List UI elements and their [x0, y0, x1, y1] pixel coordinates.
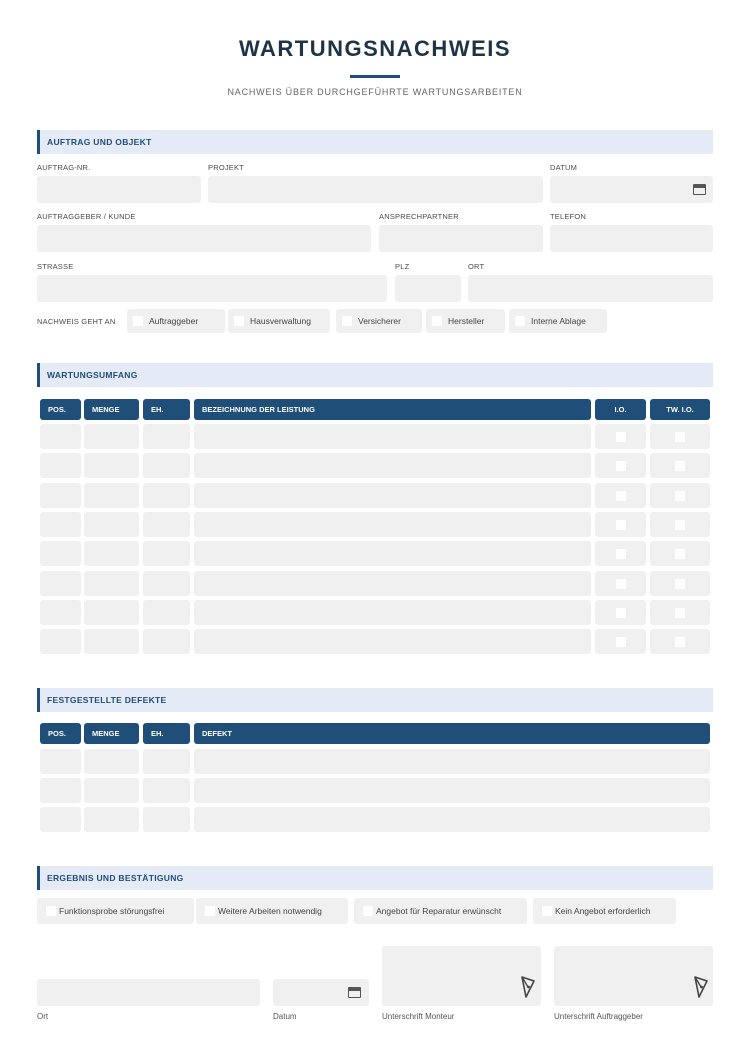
defekte-cell[interactable] — [143, 749, 190, 774]
umfang-col-twio: TW. I.O. — [650, 399, 710, 420]
datum-label: DATUM — [550, 163, 578, 172]
section-ergebnis-title: ERGEBNIS UND BESTÄTIGUNG — [47, 873, 184, 883]
ergebnis-weitere-arbeiten-option[interactable] — [196, 898, 348, 924]
defekte-cell[interactable] — [194, 778, 710, 803]
ergebnis-checkbox[interactable] — [46, 906, 56, 916]
recipient-option-label: Versicherer — [358, 316, 401, 326]
ergebnis-ort-field[interactable] — [37, 979, 260, 1006]
umfang-cell[interactable] — [143, 483, 190, 508]
io-checkbox[interactable] — [616, 491, 626, 501]
defekte-cell[interactable] — [143, 778, 190, 803]
ergebnis-option-label: Kein Angebot erforderlich — [555, 906, 651, 916]
umfang-cell[interactable] — [40, 541, 81, 566]
umfang-cell[interactable] — [650, 600, 710, 625]
umfang-cell[interactable] — [84, 512, 139, 537]
section-umfang-header — [37, 363, 713, 387]
umfang-cell[interactable] — [40, 424, 81, 449]
ergebnis-checkbox[interactable] — [542, 906, 552, 916]
tw-io-checkbox[interactable] — [675, 608, 685, 618]
recipient-auftraggeber-option[interactable] — [127, 309, 225, 333]
io-checkbox[interactable] — [616, 579, 626, 589]
umfang-cell[interactable] — [84, 600, 139, 625]
umfang-cell[interactable] — [143, 629, 190, 654]
umfang-cell[interactable] — [194, 512, 591, 537]
section-auftrag-title: AUFTRAG UND OBJEKT — [47, 137, 152, 147]
defekte-cell[interactable] — [40, 807, 81, 832]
umfang-cell[interactable] — [650, 629, 710, 654]
umfang-col-pos: POS. — [40, 399, 81, 420]
umfang-cell[interactable] — [595, 424, 646, 449]
recipient-checkbox[interactable] — [342, 316, 352, 326]
umfang-cell[interactable] — [143, 453, 190, 478]
ergebnis-option-label: Angebot für Reparatur erwünscht — [376, 906, 502, 916]
section-defekte-title: FESTGESTELLTE DEFEKTE — [47, 695, 167, 705]
umfang-cell[interactable] — [84, 483, 139, 508]
ergebnis-option-label: Funktionsprobe störungsfrei — [59, 906, 165, 916]
document-title: WARTUNGSNACHWEIS — [238, 36, 512, 61]
tw-io-checkbox[interactable] — [675, 461, 685, 471]
ergebnis-checkbox[interactable] — [205, 906, 215, 916]
umfang-cell[interactable] — [143, 541, 190, 566]
umfang-cell[interactable] — [143, 571, 190, 596]
umfang-cell[interactable] — [650, 541, 710, 566]
umfang-cell[interactable] — [595, 541, 646, 566]
tw-io-checkbox[interactable] — [675, 549, 685, 559]
umfang-cell[interactable] — [40, 571, 81, 596]
io-checkbox[interactable] — [616, 637, 626, 647]
umfang-cell[interactable] — [194, 424, 591, 449]
signature-monteur-field[interactable] — [382, 946, 541, 1006]
ergebnis-option-label: Weitere Arbeiten notwendig — [218, 906, 322, 916]
umfang-cell[interactable] — [143, 600, 190, 625]
umfang-cell[interactable] — [84, 571, 139, 596]
auftrag-nr-field[interactable] — [37, 176, 201, 203]
umfang-cell[interactable] — [194, 571, 591, 596]
section-ergebnis-header — [37, 866, 713, 890]
document-subtitle: NACHWEIS ÜBER DURCHGEFÜHRTE WARTUNGSARBEITEN — [227, 87, 523, 97]
defekte-cell[interactable] — [194, 749, 710, 774]
recipient-versicherer-option[interactable] — [336, 309, 422, 333]
umfang-cell[interactable] — [650, 483, 710, 508]
umfang-cell[interactable] — [595, 483, 646, 508]
umfang-cell[interactable] — [40, 453, 81, 478]
defekte-col-defekt: DEFEKT — [194, 723, 710, 744]
recipient-interne-ablage-option[interactable] — [509, 309, 607, 333]
umfang-col-bezeichnung: BEZEICHNUNG DER LEISTUNG — [194, 399, 591, 420]
section-defekte-header — [37, 688, 713, 712]
ergebnis-ort-label: Ort — [37, 1012, 49, 1021]
umfang-cell[interactable] — [143, 424, 190, 449]
umfang-cell[interactable] — [650, 571, 710, 596]
defekte-cell[interactable] — [84, 778, 139, 803]
umfang-cell[interactable] — [40, 600, 81, 625]
auftrag-nr-label: AUFTRAG-NR. — [37, 163, 91, 172]
tw-io-checkbox[interactable] — [675, 579, 685, 589]
umfang-cell[interactable] — [84, 453, 139, 478]
ort-label: ORT — [468, 262, 485, 271]
ergebnis-kein-angebot-option[interactable] — [533, 898, 676, 924]
umfang-col-io: I.O. — [595, 399, 646, 420]
calendar-icon[interactable] — [693, 184, 706, 195]
io-checkbox[interactable] — [616, 608, 626, 618]
telefon-label: TELEFON — [550, 212, 586, 221]
ergebnis-datum-label: Datum — [273, 1012, 297, 1021]
ansprechpartner-label: ANSPRECHPARTNER — [379, 212, 459, 221]
title-underline — [350, 75, 400, 78]
recipient-checkbox[interactable] — [234, 316, 244, 326]
umfang-cell[interactable] — [595, 571, 646, 596]
umfang-cell[interactable] — [84, 629, 139, 654]
umfang-cell[interactable] — [194, 600, 591, 625]
ergebnis-funktionsprobe-option[interactable] — [37, 898, 194, 924]
defekte-cell[interactable] — [40, 778, 81, 803]
umfang-cell[interactable] — [194, 483, 591, 508]
umfang-cell[interactable] — [84, 424, 139, 449]
umfang-cell[interactable] — [650, 512, 710, 537]
ergebnis-angebot-option[interactable] — [354, 898, 527, 924]
nachweis-geht-an-label: NACHWEIS GEHT AN — [37, 317, 116, 326]
io-checkbox[interactable] — [616, 549, 626, 559]
umfang-cell[interactable] — [595, 600, 646, 625]
umfang-col-eh: EH. — [143, 399, 190, 420]
auftraggeber-field[interactable] — [37, 225, 371, 252]
tw-io-checkbox[interactable] — [675, 520, 685, 530]
datum-field[interactable] — [550, 176, 713, 203]
recipient-option-label: Hausverwaltung — [250, 316, 311, 326]
defekte-cell[interactable] — [84, 749, 139, 774]
projekt-label: PROJEKT — [208, 163, 244, 172]
recipient-checkbox[interactable] — [133, 316, 143, 326]
auftraggeber-label: AUFTRAGGEBER / KUNDE — [37, 212, 136, 221]
signature-auftraggeber-label: Unterschrift Auftraggeber — [554, 1012, 643, 1021]
umfang-cell[interactable] — [143, 512, 190, 537]
umfang-col-menge: MENGE — [84, 399, 139, 420]
recipient-checkbox[interactable] — [515, 316, 525, 326]
tw-io-checkbox[interactable] — [675, 432, 685, 442]
ort-field[interactable] — [468, 275, 713, 302]
umfang-cell[interactable] — [194, 541, 591, 566]
umfang-cell[interactable] — [40, 512, 81, 537]
defekte-col-menge: MENGE — [84, 723, 139, 744]
pen-icon — [693, 975, 709, 999]
recipient-option-label: Interne Ablage — [531, 316, 586, 326]
ergebnis-checkbox[interactable] — [363, 906, 373, 916]
umfang-cell[interactable] — [194, 453, 591, 478]
signature-auftraggeber-field[interactable] — [554, 946, 713, 1006]
tw-io-checkbox[interactable] — [675, 637, 685, 647]
signature-monteur-label: Unterschrift Monteur — [382, 1012, 455, 1021]
recipient-option-label: Hersteller — [448, 316, 485, 326]
umfang-cell[interactable] — [595, 453, 646, 478]
umfang-cell[interactable] — [84, 541, 139, 566]
io-checkbox[interactable] — [616, 461, 626, 471]
plz-label: PLZ — [395, 262, 410, 271]
section-auftrag-header — [37, 130, 713, 154]
defekte-cell[interactable] — [40, 749, 81, 774]
ergebnis-datum-field[interactable] — [273, 979, 369, 1006]
strasse-field[interactable] — [37, 275, 387, 302]
umfang-cell[interactable] — [40, 483, 81, 508]
recipient-option-label: Auftraggeber — [149, 316, 199, 326]
tw-io-checkbox[interactable] — [675, 491, 685, 501]
umfang-cell[interactable] — [650, 424, 710, 449]
pen-icon — [520, 975, 536, 999]
plz-field[interactable] — [395, 275, 461, 302]
umfang-cell[interactable] — [595, 629, 646, 654]
umfang-cell[interactable] — [40, 629, 81, 654]
projekt-field[interactable] — [208, 176, 543, 203]
ansprechpartner-field[interactable] — [379, 225, 543, 252]
telefon-field[interactable] — [550, 225, 713, 252]
calendar-icon[interactable] — [348, 987, 361, 998]
defekte-cell[interactable] — [84, 807, 139, 832]
io-checkbox[interactable] — [616, 432, 626, 442]
defekte-cell[interactable] — [194, 807, 710, 832]
recipient-checkbox[interactable] — [432, 316, 442, 326]
defekte-col-eh: EH. — [143, 723, 190, 744]
defekte-cell[interactable] — [143, 807, 190, 832]
recipient-hausverwaltung-option[interactable] — [228, 309, 330, 333]
umfang-cell[interactable] — [194, 629, 591, 654]
umfang-cell[interactable] — [595, 512, 646, 537]
recipient-hersteller-option[interactable] — [426, 309, 505, 333]
defekte-col-pos: POS. — [40, 723, 81, 744]
io-checkbox[interactable] — [616, 520, 626, 530]
section-umfang-title: WARTUNGSUMFANG — [47, 370, 138, 380]
strasse-label: STRASSE — [37, 262, 74, 271]
umfang-cell[interactable] — [650, 453, 710, 478]
